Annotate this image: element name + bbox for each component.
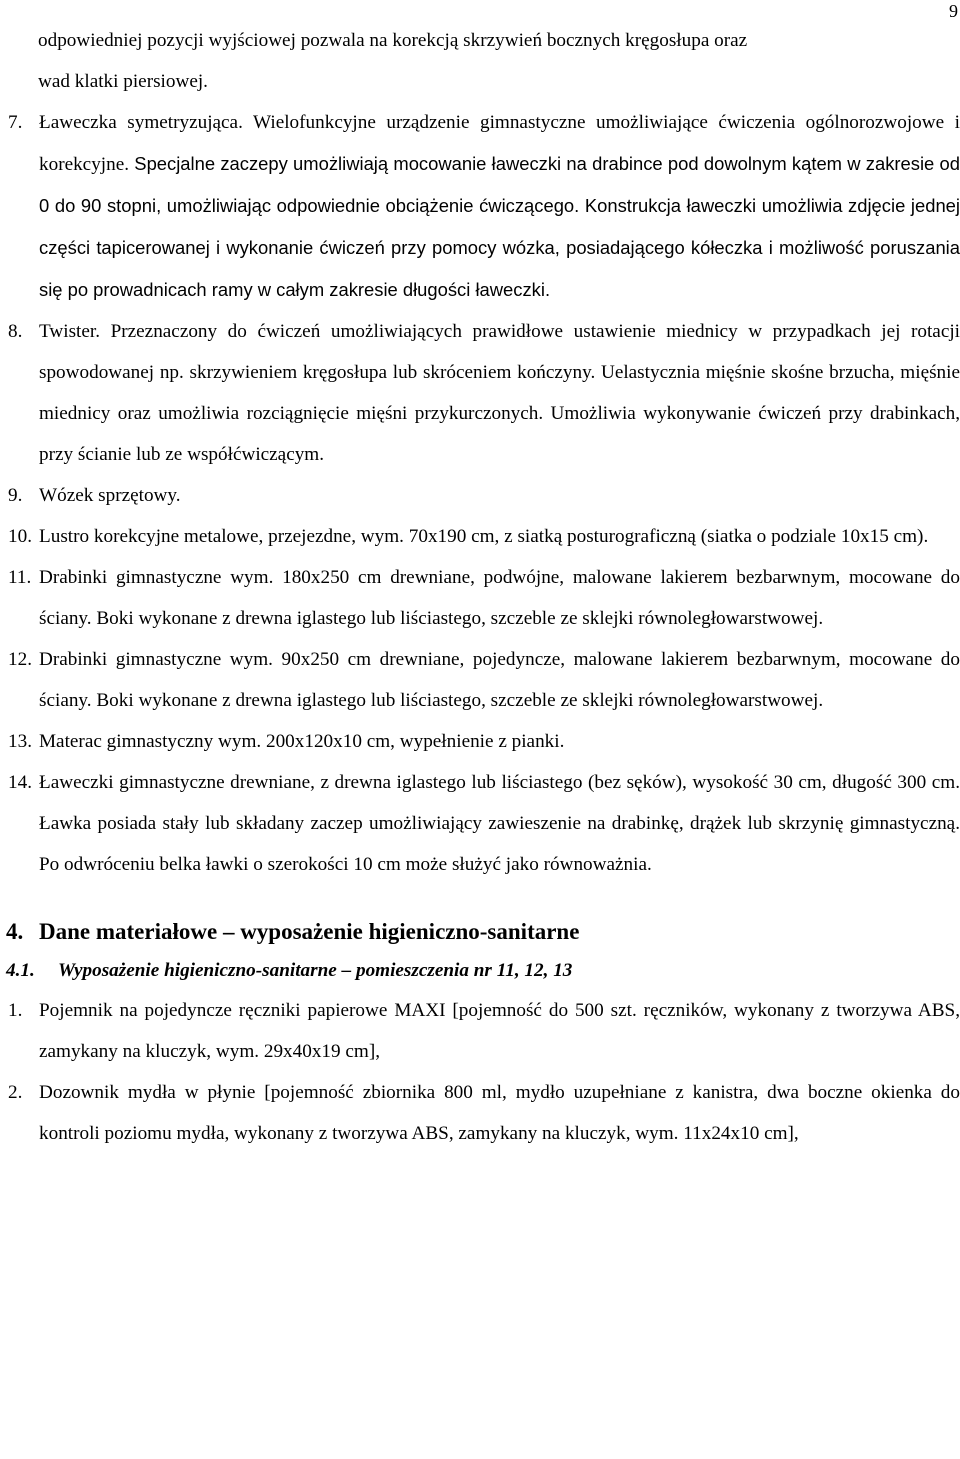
list-item-number: 7.: [8, 112, 23, 133]
intro-line-1: odpowiedniej pozycji wyjściowej pozwala na korekcją skrzywień bocznych kręgosłupa oraz: [38, 30, 748, 51]
section-heading: [0, 912, 960, 952]
list-item-text: Ławeczki gimnastyczne drewniane, z drewna iglastego lub liściastego (bez sęków), wysokość 30 cm, długość 300 cm. Ławka posiada stały lub składany zaczep umożliwiający zawieszenie na drabinkę, drążek lub skrzynię gimnastyczną. Po odwróceniu belka ławki o szerokości 10 cm może służyć jako równoważnia.: [39, 772, 960, 875]
document-body: [0, 20, 960, 1154]
section-number: 4.: [6, 919, 24, 944]
list-item-text: Drabinki gimnastyczne wym. 90x250 cm drewniane, pojedyncze, malowane lakierem bezbarwnym, mocowane do ściany. Boki wykonane z drewna iglastego lub liściastego, szczeble ze sklejki równoległowarstwowej.: [39, 649, 960, 711]
list-item-12: [0, 639, 960, 721]
list-item-number: 2.: [8, 1082, 23, 1103]
list-item-number: 12.: [8, 649, 32, 670]
list-item-9: [0, 475, 960, 516]
list-item-11: [0, 557, 960, 639]
list-item-text: Materac gimnastyczny wym. 200x120x10 cm, wypełnienie z pianki.: [39, 731, 565, 752]
list-item-13: [0, 721, 960, 762]
list-item-10: [0, 516, 960, 557]
list-item-text: Twister. Przeznaczony do ćwiczeń umożliwiających prawidłowe ustawienie miednicy w przypadkach jej rotacji spowodowanej np. skrzywieniem kręgosłupa lub skróceniem kończyny. Uelastycznia mięśnie skośne brzucha, mięśnie miednicy oraz umożliwia rozciągnięcie mięśni przykurczonych. Umożliwia wykonywanie ćwiczeń przy drabinkach, przy ścianie lub ze współćwiczącym.: [39, 321, 960, 465]
list-item-number: 10.: [8, 526, 32, 547]
list-item-text-part-c: Konstrukcja ławeczki umożliwia zdjęcie jednej części tapicerowanej i wykonanie ćwiczeń przy pomocy wózka, posiadającego kółeczka i możliwość poruszania się po prowadnicach ramy w całym zakresie długości ławeczki.: [39, 195, 960, 300]
subsection-title: Wyposażenie higieniczno-sanitarne – pomieszczenia nr 11, 12, 13: [58, 960, 573, 981]
sub-list-item-1: [0, 990, 960, 1072]
page-number: 9: [949, 1, 958, 21]
list-item-text: Wózek sprzętowy.: [39, 485, 181, 506]
list-item-text: [39, 102, 960, 311]
list-item-text: Drabinki gimnastyczne wym. 180x250 cm drewniane, podwójne, malowane lakierem bezbarwnym, mocowane do ściany. Boki wykonane z drewna iglastego lub liściastego, szczeble ze sklejki równoległowarstwowej.: [39, 567, 960, 629]
list-item-7: [0, 102, 960, 311]
list-item-14: [0, 762, 960, 885]
intro-line-2: wad klatki piersiowej.: [38, 71, 208, 92]
list-item-8: [0, 311, 960, 475]
sub-list-item-2: [0, 1072, 960, 1154]
list-item-text-part-b: Specjalne zaczepy umożliwiają mocowanie ławeczki na drabince pod dowolnym kątem w zakresie od 0 do 90 stopni, umożliwiając odpowiednie obciążenie ćwiczącego.: [39, 153, 960, 216]
list-item-number: 11.: [8, 567, 32, 588]
list-item-text: Lustro korekcyjne metalowe, przejezdne, wym. 70x190 cm, z siatką posturograficzną (siatka o podziale 10x15 cm).: [39, 526, 929, 547]
subsection-number: 4.1.: [6, 960, 35, 981]
list-item-text-part-a: Ławeczka symetryzująca. Wielofunkcyjne urządzenie gimnastyczne umożliwiające ćwiczenia ogólnorozwojowe i korekcyjne.: [39, 112, 960, 175]
list-item-text: Dozownik mydła w płynie [pojemność zbiornika 800 ml, mydło uzupełniane z kanistra, dwa boczne okienka do kontroli poziomu mydła, wykonany z tworzywa ABS, zamykany na kluczyk, wym. 11x24x10 cm],: [39, 1082, 960, 1144]
list-item-number: 8.: [8, 321, 23, 342]
list-item-text: Pojemnik na pojedyncze ręczniki papierowe MAXI [pojemność do 500 szt. ręczników, wykonany z tworzywa ABS, zamykany na kluczyk, wym. 29x40x19 cm],: [39, 1000, 960, 1062]
intro-paragraph: [0, 20, 960, 102]
list-item-number: 9.: [8, 485, 23, 506]
list-item-number: 13.: [8, 731, 32, 752]
list-item-number: 1.: [8, 1000, 23, 1021]
list-item-number: 14.: [8, 772, 32, 793]
section-title: Dane materiałowe – wyposażenie higieniczno-sanitarne: [39, 919, 580, 944]
subsection-heading: [0, 952, 960, 990]
